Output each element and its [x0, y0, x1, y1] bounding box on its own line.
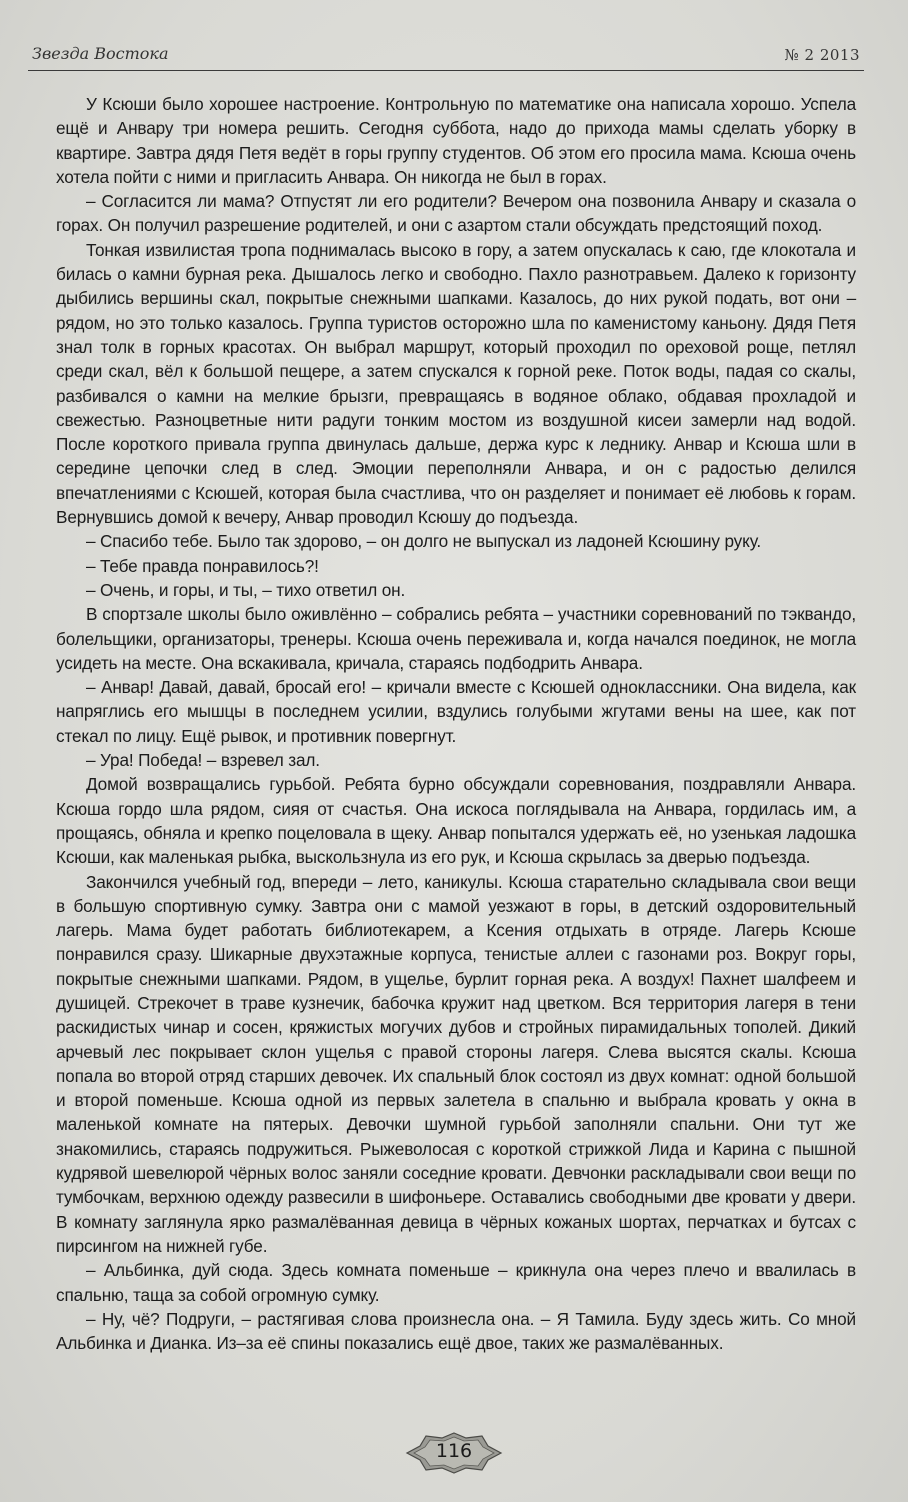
paragraph: Домой возвращались гурьбой. Ребята бурно обсуждали соревнования, поздравляли Анвара. Ксюша гордо шла рядом, сияя от счастья. Она искоса поглядывала на Анвара, гордилась им, а прощаясь, обняла и крепко поцеловала в щеку. Анвар попытался удержать её, но узенькая ладошка Ксюши, как маленькая рыбка, выскользнула из его рук, и Ксюша скрылась за дверью подъезда.	[56, 774, 856, 868]
paragraph: В спортзале школы было оживлённо – собрались ребята – участники соревнований по тэквандо, болельщики, организаторы, тренеры. Ксюша очень переживала и, когда начался поединок, не могла усидеть на месте. Она вскакивала, кричала, стараясь подбодрить Анвара.	[56, 604, 856, 673]
paragraph: – Ура! Победа! – взревел зал.	[86, 750, 320, 771]
paragraph: – Тебе правда понравилось?!	[86, 555, 319, 576]
paragraph: – Анвар! Давай, давай, бросай его! – кричали вместе с Ксюшей одноклассники. Она видела, как напряглись его мышцы в последнем усилии, вздулись голубыми жгутами вены на шее, как пот стекал по лицу. Ещё рывок, и противник повергнут.	[56, 677, 856, 746]
page-number: 116	[435, 1440, 473, 1462]
paragraph: У Ксюши было хорошее настроение. Контрольную по математике она написала хорошо. Успела ещё и Анвару три номера решить. Сегодня суббота, надо до прихода мамы сделать уборку в квартире. Завтра дядя Петя ведёт в горы группу студентов. Об этом его просила мама. Ксюша очень хотела пойти с ними и пригласить Анвара. Он никогда не был в горах.	[56, 94, 856, 187]
issue-number: № 2 2013	[784, 46, 860, 64]
paragraph: Тонкая извилистая тропа поднималась высоко в гору, а затем опускалась к саю, где клокотала и билась о камни бурная река. Дышалось легко и свободно. Пахло разнотравьем. Далеко к горизонту дыбились вершины скал, покрытые снежными шапками. Казалось, до них рукой подать, вот они – рядом, но это только казалось. Группа туристов осторожно шла по каменистому каньону. Дядя Петя знал толк в горных красотах. Он выбрал маршрут, который проходил по ореховой роще, петлял среди скал, вёл к большой пещере, а затем спускался к горной реке. Поток воды, падая со скалы, разбивался о камни на мелкие брызги, превращаясь в водяное облако, обдавая прохладой и свежестью. Разноцветные нити радуги тонким мостом из воздушной кисеи замерли над водой. После короткого привала группа двинулась дальше, держа курс к леднику. Анвар и Ксюша шли в середине цепочки след в след. Эмоции переполняли Анвара, и он с радостью делился впечатлениями с Ксюшей, которая была счастлива, что он разделяет и понимает её любовь к горам. Вернувшись домой к вечеру, Анвар проводил Ксюшу до подъезда.	[56, 239, 856, 528]
paragraph: – Согласится ли мама? Отпустят ли его родители? Вечером она позвонила Анвару и сказала о горах. Он получил разрешение родителей, и они с азартом стали обсуждать предстоящий поход.	[56, 191, 856, 236]
paragraph: Закончился учебный год, впереди – лето, каникулы. Ксюша старательно складывала свои вещи в большую спортивную сумку. Завтра они с мамой уезжают в горы, в детский оздоровительный лагерь. Мама будет работать библиотекарем, а Ксения отдыхать в отряде. Лагерь Ксюше понравился сразу. Шикарные двухэтажные корпуса, тенистые аллеи с газонами роз. Вокруг горы, покрытые снежными шапками. Рядом, в ущелье, бурлит горная река. А воздух! Пахнет шалфеем и душицей. Стрекочет в траве кузнечик, бабочка кружит над цветком. Вся территория лагеря в тени раскидистых чинар и сосен, кряжистых могучих дубов и стройных пирамидальных тополей. Дикий арчевый лес покрывает склон ущелья с правой стороны лагеря. Слева высятся скалы. Ксюша попала во второй отряд старших девочек. Их спальный блок состоял из двух комнат: одной большой и второй поменьше. Ксюша одной из первых залетела в спальню и выбрала кровать у окна в маленькой комнате на пятерых. Девочки шумной гурьбой заполняли спальни. Они тут же знакомились, стараясь подружиться. Рыжеволосая с короткой стрижкой Лида и Карина с пышной кудрявой шевелюрой чёрных волос заняли соседние кровати. Девчонки раскладывали свои вещи по тумбочкам, верхнюю одежду развесили в шифоньере. Оставались свободными две кровати у двери. В комнату заглянула ярко размалёванная девица в чёрных кожаных шортах, перчатках и бутсах с пирсингом на нижней губе.	[56, 871, 856, 1256]
journal-title: Звезда Востока	[32, 44, 169, 63]
running-header	[28, 40, 864, 71]
paragraph: – Ну, чё? Подруги, – растягивая слова произнесла она. – Я Тамила. Буду здесь жить. Со мной Альбинка и Дианка. Из–за её спины показались ещё двое, таких же размалёванных.	[56, 1308, 856, 1354]
page-number-ornament	[404, 1432, 504, 1474]
paragraph: – Очень, и горы, и ты, – тихо ответил он.	[86, 579, 406, 600]
article-body	[56, 92, 856, 1355]
paragraph: – Альбинка, дуй сюда. Здесь комната поменьше – крикнула она через плечо и ввалилась в спальню, таща за собой огромную сумку.	[56, 1260, 856, 1305]
paragraph: – Спасибо тебе. Было так здорово, – он долго не выпускал из ладоней Ксюшину руку.	[86, 531, 762, 552]
